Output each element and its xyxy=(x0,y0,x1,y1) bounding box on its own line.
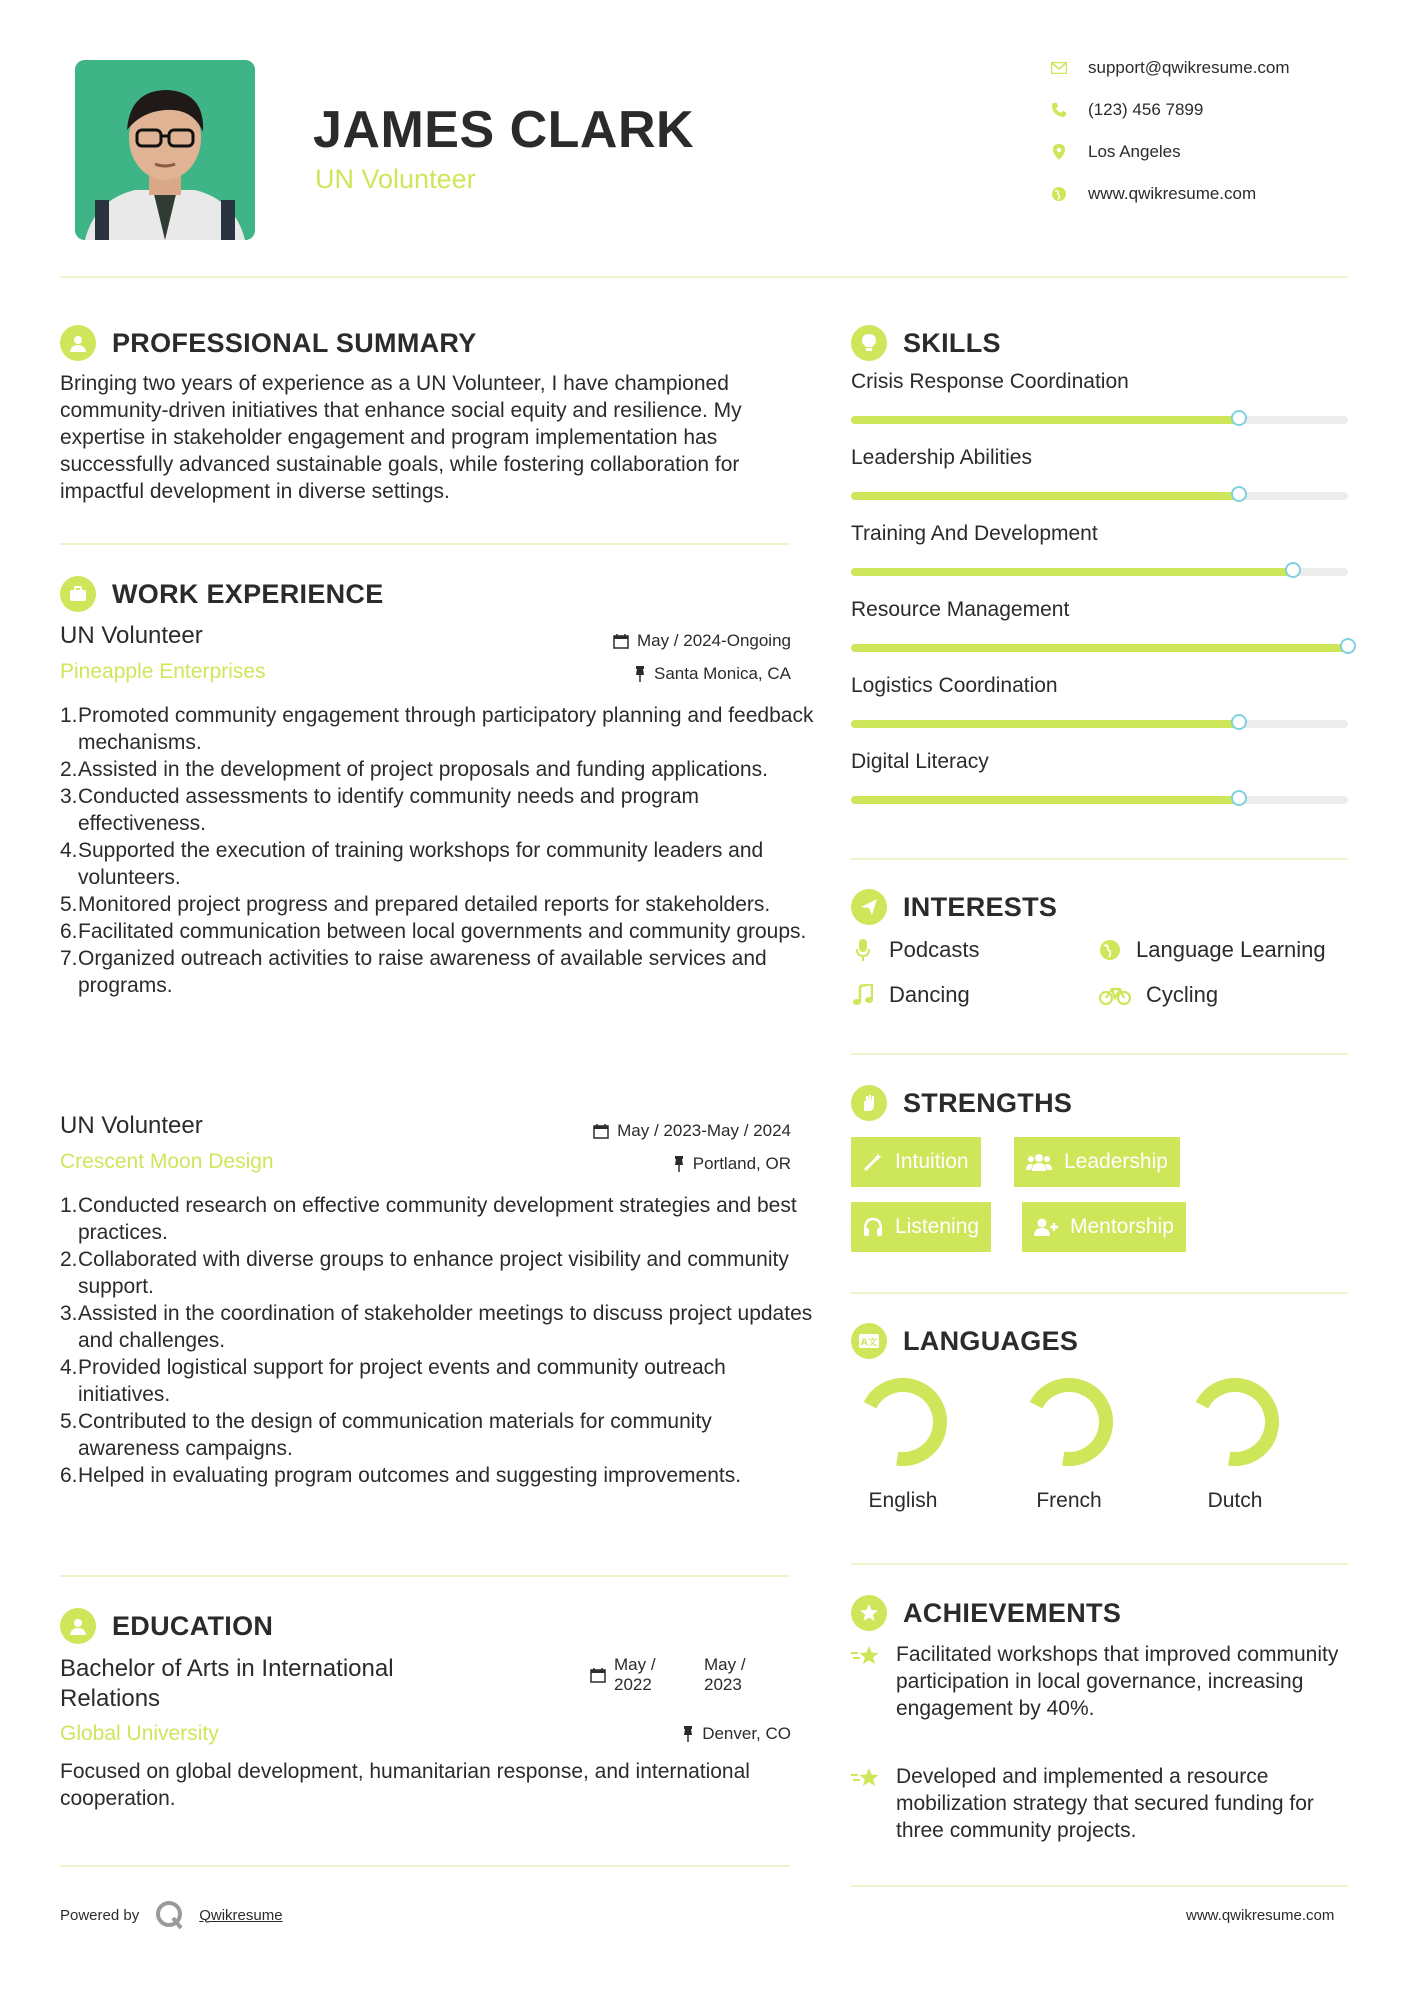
hand-icon xyxy=(851,1085,887,1121)
skill-item xyxy=(851,598,1348,674)
skill-bar xyxy=(851,644,1348,652)
list-item: 2. Assisted in the development of project proposals and funding applications. xyxy=(60,758,768,781)
interests-divider xyxy=(851,1053,1348,1055)
calendar-icon xyxy=(593,1123,609,1139)
skill-bar-knob xyxy=(1231,714,1247,730)
job-1-location: Santa Monica, CA xyxy=(560,664,791,684)
star-badge-icon xyxy=(851,1595,887,1631)
skill-label: Leadership Abilities xyxy=(851,446,1032,469)
contact-phone[interactable] xyxy=(1050,100,1203,120)
skill-bar xyxy=(851,796,1348,804)
skill-bar-knob xyxy=(1231,486,1247,502)
list-item: 6. Facilitated communication between local governments and community groups. xyxy=(60,920,807,943)
education-end: May / 2023 xyxy=(704,1655,746,1694)
summary-section-title: PROFESSIONAL SUMMARY xyxy=(60,325,477,361)
language-ring-arc xyxy=(1202,1385,1272,1459)
person-illustration xyxy=(75,60,255,240)
interests-section-title: INTERESTS xyxy=(851,889,1057,925)
education-divider xyxy=(60,1865,790,1867)
footer-website[interactable]: www.qwikresume.com xyxy=(1186,1907,1335,1924)
music-note-icon xyxy=(851,983,875,1007)
language-item xyxy=(843,1372,963,1513)
job-2-location: Portland, OR xyxy=(560,1154,791,1174)
list-item: 7. Organized outreach activities to raise awareness of available services and programs. xyxy=(60,947,767,997)
calendar-icon xyxy=(613,633,629,649)
list-item: 5. Monitored project progress and prepared detailed reports for stakeholders. xyxy=(60,893,771,916)
skill-bar-knob xyxy=(1340,638,1356,654)
achievements-divider xyxy=(851,1885,1348,1887)
languages-list xyxy=(843,1372,1363,1522)
list-item: 4. Supported the execution of training workshops for community leaders and volunteers. xyxy=(60,839,764,889)
contact-phone-text: (123) 456 7899 xyxy=(1088,100,1204,119)
language-icon xyxy=(851,1323,887,1359)
skill-label: Crisis Response Coordination xyxy=(851,370,1129,393)
job-2-company: Crescent Moon Design xyxy=(60,1150,274,1173)
footer-powered-by: Powered by Qwikresume xyxy=(60,1898,283,1932)
pin-icon xyxy=(682,1726,694,1742)
interest-dancing: Dancing xyxy=(851,982,970,1008)
briefcase-icon xyxy=(60,576,96,612)
list-item: 3. Assisted in the coordination of stakeholder meetings to discuss project updates and challenges. xyxy=(60,1302,813,1352)
strength-listening: Listening xyxy=(851,1202,991,1252)
headphones-icon xyxy=(863,1217,883,1237)
users-icon xyxy=(1026,1152,1052,1172)
user-plus-icon xyxy=(1034,1217,1058,1237)
graduation-icon xyxy=(60,1608,96,1644)
job-1-date: May / 2024-Ongoing xyxy=(560,631,791,651)
skill-bar-fill xyxy=(851,568,1293,576)
skill-bar-fill xyxy=(851,720,1239,728)
candidate-name: JAMES CLARK xyxy=(313,101,695,159)
interest-cycling: Cycling xyxy=(1098,982,1218,1008)
job-1-duties xyxy=(60,702,818,999)
globe-icon xyxy=(1098,938,1122,962)
skill-bar-fill xyxy=(851,416,1239,424)
qwikresume-link[interactable]: Qwikresume xyxy=(199,1906,283,1924)
language-ring xyxy=(1009,1372,1129,1472)
skill-bar-fill xyxy=(851,796,1239,804)
skill-item xyxy=(851,750,1348,826)
education-location: Denver, CO xyxy=(560,1724,791,1744)
skill-bar-knob xyxy=(1231,790,1247,806)
languages-section-title: A文 LANGUAGES xyxy=(851,1323,1078,1359)
contact-location xyxy=(1050,142,1181,162)
job-2-duties xyxy=(60,1192,818,1489)
star-icon xyxy=(851,1763,896,1844)
summary-text: Bringing two years of experience as a UN Volunteer, I have championed community-driven initiatives that enhance social equity and resilience. My expertise in stakeholder engagement and program implementation has successfully advanced sustainable goals, while fostering collaboration for impactful development in diverse settings. xyxy=(60,372,742,503)
language-item xyxy=(1175,1372,1295,1513)
phone-icon xyxy=(1050,101,1068,119)
candidate-role: UN Volunteer xyxy=(315,164,476,194)
microphone-icon xyxy=(851,938,875,962)
magic-wand-icon xyxy=(863,1152,883,1172)
strengths-section-title: STRENGTHS xyxy=(851,1085,1072,1121)
list-item: 4. Provided logistical support for project events and community outreach initiatives. xyxy=(60,1356,726,1406)
languages-divider xyxy=(851,1563,1348,1565)
interest-podcasts: Podcasts xyxy=(851,937,980,963)
language-ring-arc xyxy=(1036,1385,1106,1459)
education-start: May / 2022 xyxy=(614,1655,656,1694)
list-item: 2. Collaborated with diverse groups to enhance project visibility and community support. xyxy=(60,1248,789,1298)
pin-icon xyxy=(673,1156,685,1172)
skill-label: Training And Development xyxy=(851,522,1098,545)
contact-website-text: www.qwikresume.com xyxy=(1088,184,1257,203)
job-2-date: May / 2023-May / 2024 xyxy=(540,1121,791,1141)
svg-text:A文: A文 xyxy=(860,1338,878,1348)
skill-label: Logistics Coordination xyxy=(851,674,1058,697)
envelope-icon xyxy=(1050,59,1068,77)
achievements-section-title: ACHIEVEMENTS xyxy=(851,1595,1121,1631)
skill-item xyxy=(851,446,1348,522)
skill-bar-fill xyxy=(851,492,1239,500)
language-label: French xyxy=(1036,1489,1102,1512)
skill-item xyxy=(851,674,1348,750)
language-label: English xyxy=(868,1489,938,1512)
header-divider xyxy=(60,276,1348,278)
education-description: Focused on global development, humanitarian response, and international cooperation. xyxy=(60,1760,750,1810)
contact-website[interactable] xyxy=(1050,184,1256,204)
language-label: Dutch xyxy=(1207,1489,1263,1512)
map-pin-icon xyxy=(1050,143,1068,161)
calendar-icon xyxy=(590,1667,606,1683)
bicycle-icon xyxy=(1098,983,1132,1007)
globe-icon xyxy=(1050,185,1068,203)
user-icon xyxy=(60,325,96,361)
skills-list xyxy=(851,370,1348,826)
list-item: 5. Contributed to the design of communication materials for community awareness campaigns. xyxy=(60,1410,712,1460)
degree-title: Bachelor of Arts in International Relations xyxy=(60,1655,394,1712)
experience-divider xyxy=(60,1575,790,1577)
skill-item xyxy=(851,370,1348,446)
strength-mentorship: Mentorship xyxy=(1022,1202,1186,1252)
skill-bar xyxy=(851,416,1348,424)
summary-divider xyxy=(60,543,790,545)
education-section-title: EDUCATION xyxy=(60,1608,273,1644)
profile-photo xyxy=(75,60,255,240)
list-item: 1. Promoted community engagement through participatory planning and feedback mechanisms. xyxy=(60,704,814,754)
list-item: 1. Conducted research on effective community development strategies and best practices. xyxy=(60,1194,797,1244)
job-1-company: Pineapple Enterprises xyxy=(60,660,266,683)
experience-section-title: WORK EXPERIENCE xyxy=(60,576,384,612)
language-item xyxy=(1009,1372,1129,1513)
qwikresume-logo-icon xyxy=(153,1898,187,1932)
achievement-item: Developed and implemented a resource mobilization strategy that secured funding for three community projects. xyxy=(851,1763,1348,1844)
strength-intuition: Intuition xyxy=(851,1137,981,1187)
skill-label: Resource Management xyxy=(851,598,1070,621)
language-ring xyxy=(843,1372,963,1472)
skill-bar xyxy=(851,492,1348,500)
star-icon xyxy=(851,1641,896,1722)
skill-bar xyxy=(851,568,1348,576)
job-2-title: UN Volunteer xyxy=(60,1112,203,1139)
skill-bar-knob xyxy=(1285,562,1301,578)
language-ring-arc xyxy=(870,1385,940,1459)
contact-email[interactable] xyxy=(1050,58,1290,78)
strength-leadership: Leadership xyxy=(1014,1137,1180,1187)
education-dates xyxy=(590,1655,746,1695)
skills-divider xyxy=(851,858,1348,860)
contact-location-text: Los Angeles xyxy=(1088,142,1181,161)
job-1-title: UN Volunteer xyxy=(60,622,203,649)
skill-label: Digital Literacy xyxy=(851,750,989,773)
skill-bar-knob xyxy=(1231,410,1247,426)
skill-item xyxy=(851,522,1348,598)
list-item: 6. Helped in evaluating program outcomes and suggesting improvements. xyxy=(60,1464,742,1487)
skills-section-title: SKILLS xyxy=(851,325,1001,361)
list-item: 3. Conducted assessments to identify community needs and program effectiveness. xyxy=(60,785,699,835)
lightbulb-icon xyxy=(851,325,887,361)
paper-plane-icon xyxy=(851,889,887,925)
language-ring xyxy=(1175,1372,1295,1472)
interest-language-learning: Language Learning xyxy=(1098,937,1326,963)
school-name: Global University xyxy=(60,1722,219,1745)
skill-bar-fill xyxy=(851,644,1348,652)
achievement-item: Facilitated workshops that improved community participation in local governance, increasing engagement by 40%. xyxy=(851,1641,1348,1722)
pin-icon xyxy=(634,666,646,682)
contact-email-text: support@qwikresume.com xyxy=(1088,58,1290,77)
skill-bar xyxy=(851,720,1348,728)
strengths-divider xyxy=(851,1292,1348,1294)
